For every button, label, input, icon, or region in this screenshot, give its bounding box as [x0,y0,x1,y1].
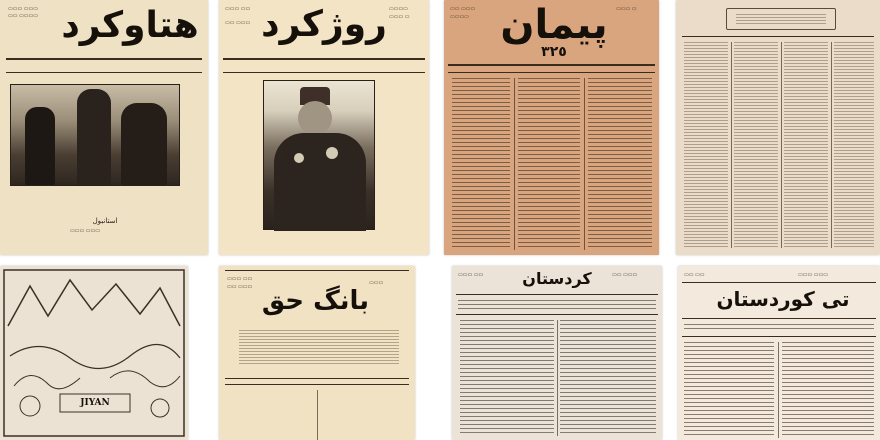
footer-city: استانبول [92,217,118,225]
header-info-left: ▭▭▭ ▭▭ [458,272,484,278]
header-info-right-2: ▭▭▭ ▭ [389,14,410,20]
masthead-title: روژکرد [261,4,387,45]
column-separator [584,78,585,250]
top-rule [225,270,409,271]
header-text [239,330,399,366]
newspaper-page-bang-haq [219,266,415,440]
dateline-text [458,300,656,310]
issue-number: ٣٢٥ [541,44,567,60]
top-rule [682,282,876,283]
masthead-title: پیمان [500,2,608,48]
header-info-left: ▭▭ ▭▭ [684,272,705,278]
newspaper-page-roji-kurd [219,0,429,255]
text-column-2 [734,42,778,248]
newspaper-page-peyman [444,0,659,255]
portrait-uniform [274,133,366,231]
portrait-face [298,101,332,135]
masthead-title: تی کوردستان [716,287,850,311]
dateline-rule [448,72,655,73]
text-column-3 [784,42,828,248]
header-info-left: ▭▭▭ ▭▭ [227,276,253,282]
text-column-2 [560,320,656,436]
text-column-1 [684,342,774,438]
figure-2 [77,89,111,185]
column-separator [317,390,318,440]
text-column-2 [518,78,580,250]
figure-3 [121,103,167,185]
dateline-rule [6,72,202,73]
header-info-left: ▭▭▭ ▭▭ [225,6,251,12]
header-info-left-2: ▭▭ ▭▭▭▭ [8,13,38,19]
medal-1 [294,153,304,163]
newspaper-page-text [676,0,880,255]
masthead-title: JIYAN [80,398,110,408]
header-info-right: ▭▭▭ ▭ [616,6,637,12]
column-separator [731,42,732,248]
masthead-title: کردستان [522,269,592,288]
column-separator [781,42,782,248]
dateline-rule [456,314,658,315]
text-column-1 [684,42,728,248]
text-column-3 [588,78,652,250]
dateline-text [684,324,874,332]
newspaper-page-kurdistan [452,266,662,440]
portrait-photo [263,80,375,230]
column-separator [778,342,779,438]
footer-date: ▭▭▭ ▭▭▭ [70,228,100,234]
text-column-1 [452,78,510,250]
masthead-text [736,14,826,24]
masthead-rule [223,58,425,60]
header-info-right: ▭▭▭ [369,280,384,286]
masthead-rule [456,294,658,295]
family-photo [10,84,180,186]
dateline-rule [223,72,425,73]
newspaper-page-hetawi-kurd [0,0,208,255]
masthead-rule [6,58,202,60]
text-column-4 [834,42,874,248]
column-separator [514,78,515,250]
column-separator [557,320,558,436]
header-info-right: ▭▭▭▭ [389,6,408,12]
header-info-left: ▭▭▭ ▭▭▭ [8,6,38,12]
dateline-rule [682,336,876,337]
medal-2 [326,147,338,159]
header-info-left-2: ▭▭ ▭▭▭ [225,20,251,26]
column-separator [831,42,832,248]
dateline-rule-2 [225,384,409,385]
masthead-title: بانگ حق [261,286,369,316]
text-column-2 [782,342,874,438]
masthead-title: هتاوکرد [61,5,199,46]
masthead-rule [682,318,876,319]
text-column-1 [460,320,554,436]
figure-1 [25,107,55,185]
header-info-left: ▭▭ ▭▭▭ [450,6,476,12]
header-info-right: ▭▭ ▭▭▭ [612,272,638,278]
masthead-rule [448,64,655,66]
header-info-left-2: ▭▭ ▭▭▭ [227,284,253,290]
header-info-left-2: ▭▭▭▭ [450,14,469,20]
dateline-rule [225,378,409,379]
decorative-illustration [0,266,188,440]
masthead-rule [682,36,874,37]
newspaper-page-jiyan [0,266,188,440]
newspaper-page-kurdish-title [678,266,880,440]
header-info-right: ▭▭▭ ▭▭▭ [798,272,828,278]
